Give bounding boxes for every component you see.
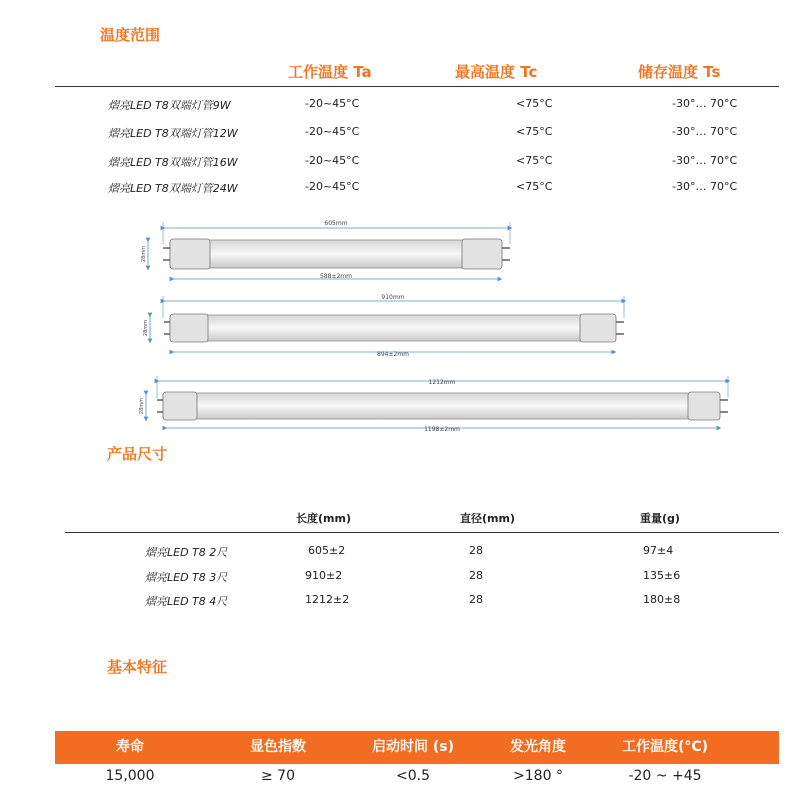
table-row-name: 熠亮LED T8双端灯管12W (108, 127, 238, 140)
tube-body (163, 393, 719, 419)
features-section-title: 基本特征 (107, 658, 168, 676)
table-cell-ts: -30°… 70°C (672, 180, 738, 193)
header-operating-temp: 工作温度(°C) (621, 739, 709, 755)
table-cell-ts: -30°… 70°C (672, 97, 738, 110)
table-row-name: 熠亮LED T8 3尺 (145, 571, 228, 584)
header-start-time: 启动时间 (s) (371, 739, 454, 755)
table-row-name: 熠亮LED T8 2尺 (145, 546, 228, 559)
dimensions-section-title: 产品尺寸 (107, 445, 168, 463)
table-cell-diameter: 28 (469, 593, 483, 606)
end-cap (688, 392, 720, 420)
value-beam-angle: >180 ° (513, 768, 563, 784)
table-cell-length: 910±2 (305, 569, 343, 582)
header-storage-temp: 储存温度 Ts (638, 63, 721, 81)
table-cell-tc: <75°C (516, 180, 553, 193)
table-cell-tc: <75°C (516, 97, 553, 110)
table-cell-weight: 180±8 (643, 593, 681, 606)
end-cap (462, 239, 502, 269)
tube-body (170, 315, 614, 341)
end-cap (580, 314, 616, 342)
table-cell-ts: -30°… 70°C (672, 125, 738, 138)
table-row-name: 熠亮LED T8双端灯管24W (108, 182, 238, 195)
tube-drawing-3ft (143, 294, 624, 358)
value-operating-temp: -20 ~ +45 (628, 768, 702, 784)
table-cell-tc: <75°C (516, 125, 553, 138)
dimensions-header-rule (65, 532, 779, 533)
tube-drawing-2ft (141, 220, 510, 280)
value-lifetime: 15,000 (105, 768, 155, 784)
header-cri: 显色指数 (250, 739, 306, 755)
header-working-temp: 工作温度 Ta (288, 63, 372, 81)
value-cri: ≥ 70 (261, 768, 295, 784)
table-cell-diameter: 28 (469, 544, 483, 557)
dim-total-4ft: 1212mm (428, 379, 456, 386)
tube-drawing-4ft (139, 376, 728, 433)
table-row-name: 熠亮LED T8 4尺 (145, 595, 228, 608)
table-row-name: 熠亮LED T8双端灯管9W (108, 99, 231, 112)
header-weight: 重量(g) (640, 512, 680, 525)
header-diameter: 直径(mm) (460, 512, 515, 525)
end-cap (170, 314, 208, 342)
table-cell-weight: 135±6 (643, 569, 681, 582)
table-cell-ts: -30°… 70°C (672, 154, 738, 167)
table-cell-ta: -20~45°C (305, 125, 360, 138)
table-cell-ta: -20~45°C (305, 154, 360, 167)
header-length: 长度(mm) (296, 512, 351, 525)
table-cell-ta: -20~45°C (305, 97, 360, 110)
end-cap (163, 392, 197, 420)
dim-diameter-4ft: 28mm (139, 397, 145, 415)
table-cell-ta: -20~45°C (305, 180, 360, 193)
header-lifetime: 寿命 (116, 739, 144, 755)
table-cell-length: 605±2 (308, 544, 346, 557)
dim-total-2ft: 605mm (324, 220, 348, 227)
table-cell-length: 1212±2 (305, 593, 350, 606)
header-max-temp: 最高温度 Tc (455, 63, 538, 81)
end-cap (170, 239, 210, 269)
tube-body (170, 240, 500, 268)
dim-total-3ft: 910mm (381, 294, 405, 301)
dim-inner-4ft: 1198±2mm (424, 426, 460, 433)
table-row-name: 熠亮LED T8双端灯管16W (108, 156, 238, 169)
dim-diameter-2ft: 28mm (141, 245, 147, 263)
table-cell-diameter: 28 (469, 569, 483, 582)
table-cell-weight: 97±4 (643, 544, 674, 557)
temperature-section-title: 温度范围 (100, 26, 161, 44)
header-beam-angle: 发光角度 (510, 739, 566, 755)
dim-diameter-3ft: 28mm (143, 319, 149, 337)
table-cell-tc: <75°C (516, 154, 553, 167)
dim-inner-3ft: 894±2mm (377, 351, 409, 358)
value-start-time: <0.5 (396, 768, 430, 784)
dim-inner-2ft: 588±2mm (320, 273, 352, 280)
